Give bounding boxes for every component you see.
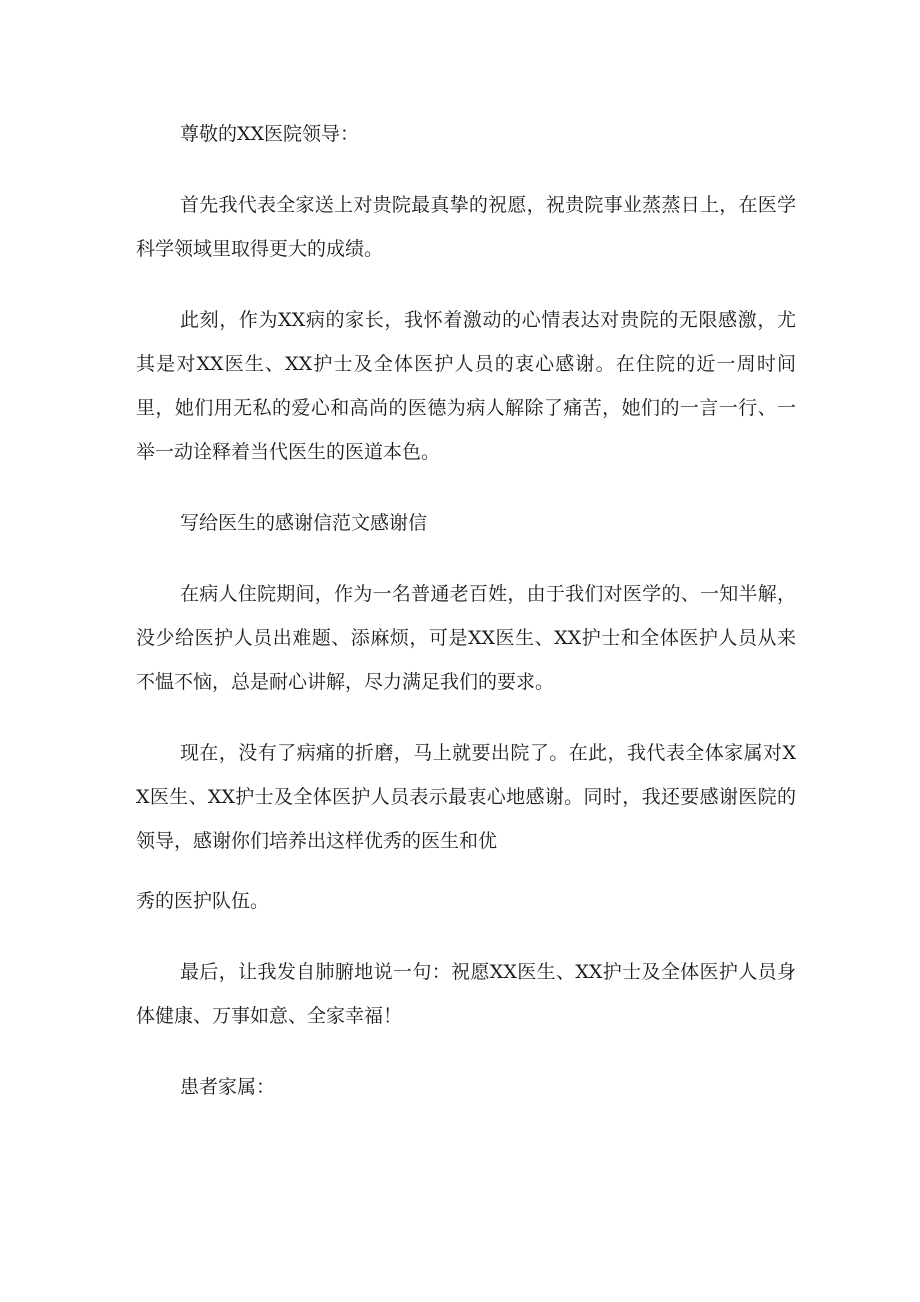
letter-paragraph-5: 最后，让我发自肺腑地说一句：祝愿XX医生、XX护士及全体医护人员身体健康、万事如意、全家幸福！ <box>136 961 796 1027</box>
letter-signature: 患者家属： <box>180 1076 276 1098</box>
letter-paragraph-1: 首先我代表全家送上对贵院最真挚的祝愿，祝贵院事业蒸蒸日上，在医学科学领域里取得更大的成绩。 <box>136 194 796 260</box>
letter-body <box>136 112 796 1136</box>
letter-paragraph-2: 此刻，作为XX病的家长，我怀着激动的心情表达对贵院的无限感激，尤其是对XX医生、XX护士及全体医护人员的衷心感谢。在住院的近一周时间里，她们用无私的爱心和高尚的医德为病人解除了痛苦，她们的一言一行、一举一动诠释着当代医生的医道本色。 <box>136 309 796 463</box>
letter-salutation: 尊敬的XX医院领导： <box>180 123 360 145</box>
letter-subheading: 写给医生的感谢信范文感谢信 <box>180 512 428 534</box>
letter-paragraph-4: 现在，没有了病痛的折磨，马上就要出院了。在此，我代表全体家属对XX医生、XX护士及全体医护人员表示最衷心地感谢。同时，我还要感谢医院的领导，感谢你们培养出这样优秀的医生和优 <box>136 742 796 852</box>
letter-paragraph-4-continuation: 秀的医护队伍。 <box>136 890 270 912</box>
letter-paragraph-3: 在病人住院期间，作为一名普通老百姓，由于我们对医学的、一知半解，没少给医护人员出难题、添麻烦，可是XX医生、XX护士和全体医护人员从来不愠不恼，总是耐心讲解，尽力满足我们的要求。 <box>136 583 796 693</box>
